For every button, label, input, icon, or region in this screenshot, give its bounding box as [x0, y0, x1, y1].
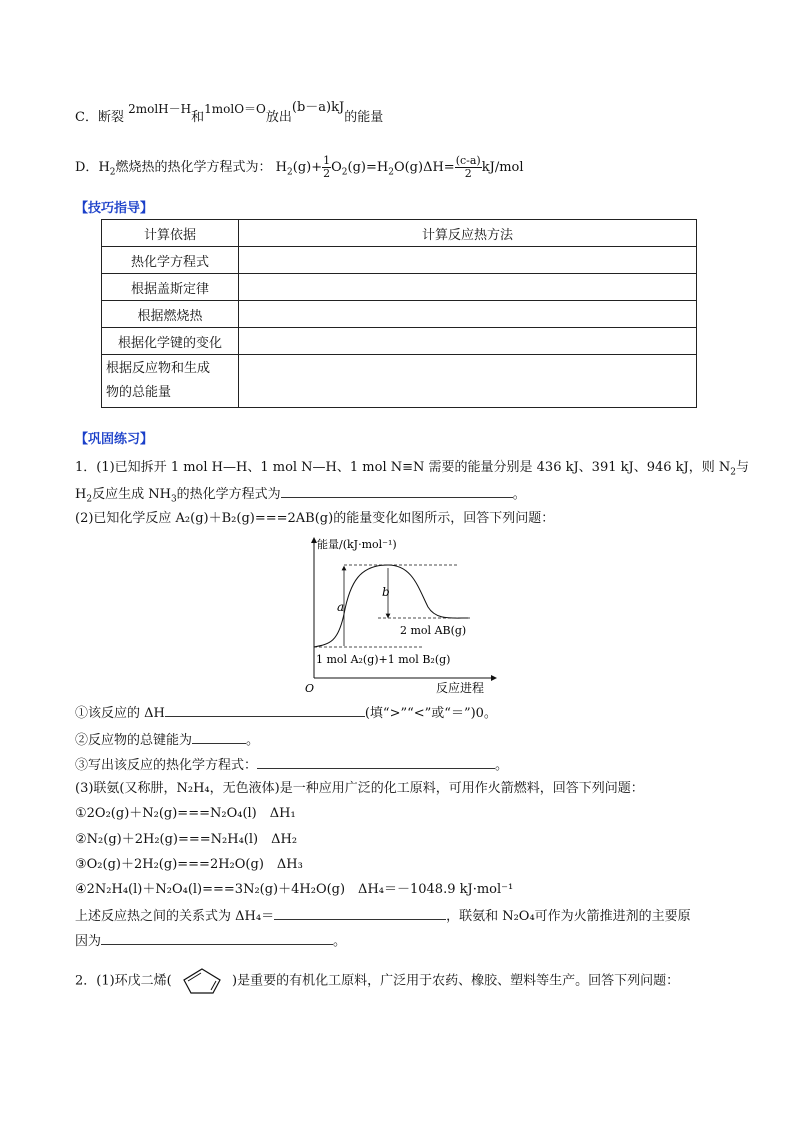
option-c-bond2: 1molO＝O: [204, 102, 266, 116]
option-c-energy: (b－a)kJ: [291, 100, 345, 115]
answer-blank[interactable]: [257, 755, 495, 769]
fraction-half: $\frac{1}{2}$: [323, 154, 331, 180]
answer-blank[interactable]: [165, 703, 365, 717]
equation-1: ①2O₂(g)＋N₂(g)===N₂O₄(l) ΔH₁: [75, 806, 296, 821]
answer-blank[interactable]: [274, 906, 446, 920]
cyclopentadiene-icon: [176, 966, 228, 996]
practice-heading: 【巩固练习】: [75, 432, 154, 447]
energy-diagram: [300, 532, 500, 698]
option-c-bond1: 2molH－H: [128, 102, 192, 116]
option-d: D．$H_2$燃烧热的热化学方程式为： $H_2(g)+$ $\frac{1}{2}$ $O_2(g)=H_2O(g)\Delta H=$ $\frac{(c-a)}{2}$ kJ/mol: [75, 154, 524, 180]
y-axis-label: 能量/(kJ·mol⁻¹): [317, 538, 397, 551]
origin-label: O: [305, 682, 315, 695]
table-row: 根据盖斯定律: [102, 274, 697, 301]
answer-blank[interactable]: [101, 931, 333, 945]
products-label: 2 mol AB(g): [400, 624, 467, 637]
q1-sub3: ③写出该反应的热化学方程式： 。: [75, 755, 508, 775]
reactants-label: 1 mol A₂(g)+1 mol B₂(g): [316, 653, 451, 666]
table-blank-cell[interactable]: [239, 247, 697, 274]
q1-reason: 因为 。: [75, 931, 346, 951]
table-row: 热化学方程式: [102, 247, 697, 274]
tips-table: [101, 219, 697, 408]
equation-2: ②N₂(g)＋2H₂(g)===N₂H₄(l) ΔH₂: [75, 832, 298, 847]
equation-3: ③O₂(g)＋2H₂(g)===2H₂O(g) ΔH₃: [75, 857, 303, 872]
q1-part3: (3)联氨(又称肼，N₂H₄，无色液体)是一种应用广泛的化工原料，可用作火箭燃料，回答下列问题：: [75, 781, 644, 796]
q1-part2: (2)已知化学反应 A₂(g)＋B₂(g)===2AB(g)的能量变化如图所示，回答下列问题：: [75, 511, 555, 526]
table-header-row: [102, 220, 697, 247]
table-blank-cell[interactable]: [239, 274, 697, 301]
table-blank-cell[interactable]: [239, 328, 697, 355]
table-header-basis: 计算依据: [102, 220, 239, 247]
q1-part1-line1: 1．(1)已知拆开 1 mol H—H、1 mol N—H、1 mol N≡N 需要的能量分别是 436 kJ、391 kJ、946 kJ，则 $N_2$与: [75, 460, 750, 478]
table-header-method: 计算反应热方法: [239, 220, 697, 247]
table-blank-cell[interactable]: [239, 301, 697, 328]
label-b: b: [382, 585, 390, 599]
q1-sub2: ②反应物的总键能为 。: [75, 730, 259, 750]
q2-part1: 2．(1)环戊二烯( )是重要的有机化工原料，广泛用于农药、橡胶、塑料等生产。回答下列问题：: [75, 966, 679, 996]
table-row: 根据反应物和生成 物的总能量: [102, 355, 697, 408]
table-row: 根据燃烧热: [102, 301, 697, 328]
q1-part1-line2: $H_2$反应生成 $NH_3$的热化学方程式为 。: [75, 484, 526, 509]
option-d-equation: $H_2(g)+$ $\frac{1}{2}$ $O_2(g)=H_2O(g)\Delta H=$ $\frac{(c-a)}{2}$ kJ/mol: [275, 154, 524, 180]
x-axis-label: 反应进程: [436, 681, 485, 695]
table-row: 根据化学键的变化: [102, 328, 697, 355]
answer-blank[interactable]: [281, 484, 513, 498]
tips-heading: 【技巧指导】: [75, 201, 154, 216]
table-blank-cell[interactable]: [239, 355, 697, 408]
label-a: a: [337, 600, 345, 614]
fraction-c-a: $\frac{(c-a)}{2}$: [455, 154, 481, 180]
answer-blank[interactable]: [192, 730, 246, 744]
q1-relation: 上述反应热之间的关系式为 ΔH₄＝ ，联氨和 N₂O₄可作为火箭推进剂的主要原: [75, 906, 691, 926]
equation-4: ④2N₂H₄(l)＋N₂O₄(l)===3N₂(g)＋4H₂O(g) ΔH₄＝－1048.9 kJ·mol⁻¹: [75, 882, 514, 897]
q1-sub1: ①该反应的 ΔH (填“>”“<”或“＝”)0。: [75, 703, 497, 723]
option-c: C．断裂 2molH－H和1molO＝O放出(b－a)kJ的能量: [75, 100, 384, 125]
